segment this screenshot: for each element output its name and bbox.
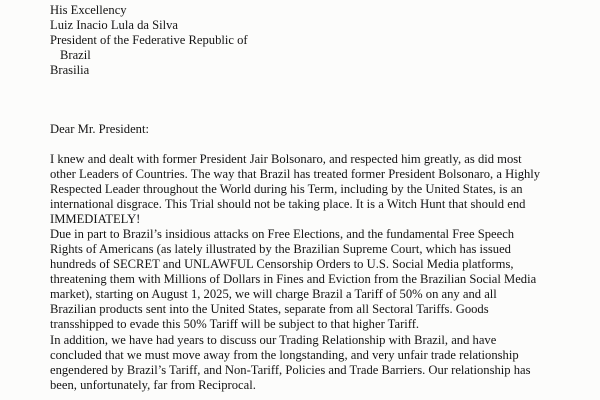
recipient-title: His Excellency	[50, 3, 127, 17]
paragraph-line: concluded that we must move away from the longstanding, and very unfair trade relationship	[50, 348, 519, 362]
paragraph-line: I knew and dealt with former President Jair Bolsonaro, and respected him greatly, as did most	[50, 152, 522, 166]
paragraph-2	[50, 227, 590, 332]
paragraph-line: been, unfortunately, far from Reciprocal.	[50, 378, 256, 392]
paragraph-line: market), starting on August 1, 2025, we will charge Brazil a Tariff of 50% on any and all	[50, 287, 497, 301]
paragraph-line: In addition, we have had years to discuss our Trading Relationship with Brazil, and have	[50, 333, 497, 347]
recipient-city: Brasilia	[50, 63, 90, 77]
paragraph-1	[50, 152, 590, 227]
paragraph-line: Brazilian products sent into the United States, separate from all Sectoral Tariffs. Goods	[50, 302, 489, 316]
paragraph-3	[50, 333, 590, 393]
paragraph-line: threatening them with Millions of Dollars in Fines and Eviction from the Brazilian Social Media	[50, 272, 537, 286]
paragraph-line: Rights of Americans (as lately illustrated by the Brazilian Supreme Court, which has issued	[50, 242, 511, 256]
recipient-address-block	[50, 3, 248, 78]
recipient-office: President of the Federative Republic of	[50, 33, 248, 47]
paragraph-line: international disgrace. This Trial should not be taking place. It is a Witch Hunt that should end	[50, 197, 526, 211]
recipient-name: Luiz Inacio Lula da Silva	[50, 18, 178, 32]
salutation: Dear Mr. President:	[50, 122, 149, 136]
paragraph-line: IMMEDIATELY!	[50, 212, 141, 226]
paragraph-line: transshipped to evade this 50% Tariff will be subject to that higher Tariff.	[50, 317, 420, 331]
paragraph-line: other Leaders of Countries. The way that Brazil has treated former President Bolsonaro, a Highly	[50, 167, 541, 181]
paragraph-line: engendered by Brazil’s Tariff, and Non-Tariff, Policies and Trade Barriers. Our relationship has	[50, 363, 531, 377]
paragraph-line: Due in part to Brazil’s insidious attacks on Free Elections, and the fundamental Free Speech	[50, 227, 515, 241]
paragraph-line: hundreds of SECRET and UNLAWFUL Censorship Orders to U.S. Social Media platforms,	[50, 257, 514, 271]
recipient-country: Brazil	[60, 48, 91, 62]
paragraph-line: Respected Leader throughout the World during his Term, including by the United States, is an	[50, 182, 523, 196]
